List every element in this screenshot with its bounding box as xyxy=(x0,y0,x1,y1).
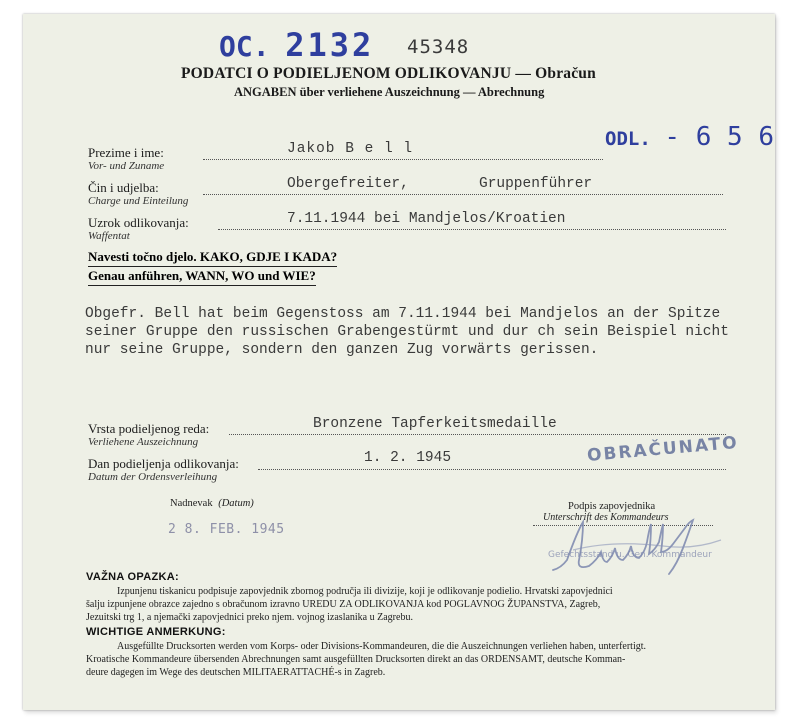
name-sublabel: Vor- und Zuname xyxy=(88,160,165,172)
award-date-label: Dan podieljenja odlikovanja: xyxy=(88,456,239,471)
de-note-line-1: Ausgefüllte Drucksorten werden vom Korps- oder Divisions-Kommandeuren, die die Auszeichnungen verliehen haben, unterfertigt. xyxy=(117,641,647,652)
description-line-2: seiner Gruppe den russischen Grabengestürmt und dur ch sein Beispiel nicht xyxy=(85,324,729,340)
award-form-card xyxy=(23,14,775,710)
reason-value: 7.11.1944 bei Mandjelos/Kroatien xyxy=(287,211,566,227)
award-type-sublabel: Verliehene Auszeichnung xyxy=(88,436,199,448)
hr-note-line-3: Jezuitski trg 1, a njemački zapovjednici preko njem. vojnog izaslanika u Zagrebu. xyxy=(86,612,413,623)
name-line xyxy=(203,159,603,160)
hr-note-line-2: šalju izpunjene obrazce zajedno s obračunom izravno UREDU ZA ODLIKOVANJA kod POGLAVNOG ŽUPANSTVA, Zagreb, xyxy=(86,599,601,610)
signature-stamp-text: Gefechtsstand u. Gen. Kommandeur xyxy=(548,550,712,560)
odl-prefix: ODL. xyxy=(605,128,651,150)
form-title: PODATCI O PODIELJENOM ODLIKOVANJU — Obračun xyxy=(181,65,596,82)
file-number-stamp xyxy=(219,26,374,64)
date-label-text: Nadnevak xyxy=(170,498,213,509)
rank-value-2: Gruppenführer xyxy=(479,176,593,192)
handwritten-signature xyxy=(543,510,743,580)
date-sublabel-text: (Datum) xyxy=(218,498,254,509)
signature-sublabel: Unterschrift des Kommandeurs xyxy=(543,512,669,523)
name-label: Prezime i ime: xyxy=(88,145,164,160)
award-type-line xyxy=(229,434,726,435)
rank-value-1: Obergefreiter, xyxy=(287,176,409,192)
stamp-number: 2132 xyxy=(285,26,375,64)
reason-label: Uzrok odlikovanja: xyxy=(88,215,189,230)
de-note-line-3: deure dagegen im Wege des deutschen MILITAERATTACHÉ-s in Zagreb. xyxy=(86,667,386,678)
second-number-stamp: 45348 xyxy=(407,36,470,58)
award-date-value: 1. 2. 1945 xyxy=(364,450,452,466)
reason-line xyxy=(218,229,726,230)
award-type-label: Vrsta podieljenog reda: xyxy=(88,421,210,436)
reason-sublabel: Waffentat xyxy=(88,230,130,242)
award-date-line xyxy=(258,469,726,470)
obracunato-stamp: OBRAČUNATO xyxy=(586,432,740,466)
signature-label: Podpis zapovjednika xyxy=(568,501,656,512)
odl-stamp xyxy=(605,122,774,152)
rank-line xyxy=(203,194,723,195)
question-line-2: Genau anführen, WANN, WO und WIE? xyxy=(88,268,316,286)
description-line-3: nur seine Gruppe, sondern den ganzen Zug vorwärts gerissen. xyxy=(85,342,599,358)
de-note-title: WICHTIGE ANMERKUNG: xyxy=(86,626,226,638)
question-line-1: Navesti točno djelo. KAKO, GDJE I KADA? xyxy=(88,249,337,267)
rank-label: Čin i udjelba: xyxy=(88,180,159,195)
award-date-sublabel: Datum der Ordensverleihung xyxy=(88,471,218,483)
form-subtitle: ANGABEN über verliehene Auszeichnung — Abrechnung xyxy=(234,85,545,99)
description-line-1: Obgefr. Bell hat beim Gegenstoss am 7.11.1944 bei Mandjelos an der Spitze xyxy=(85,306,721,322)
date-stamp: 2 8. FEB. 1945 xyxy=(168,522,285,537)
date-label xyxy=(170,498,254,509)
name-value: Jakob B e l l xyxy=(287,141,414,157)
odl-value: - 6 5 6 xyxy=(664,122,774,152)
stamp-prefix: OC. xyxy=(219,30,270,63)
de-note-line-2: Kroatische Kommandeure übersenden Abrechnungen samt ausgefüllten Drucksorten direkt an das ORDENSAMT, deutsche Komman- xyxy=(86,654,626,665)
rank-sublabel: Charge und Einteilung xyxy=(88,195,189,207)
hr-note-title: VAŽNA OPAZKA: xyxy=(86,571,179,583)
award-type-value: Bronzene Tapferkeitsmedaille xyxy=(313,416,557,432)
hr-note-line-1: Izpunjenu tiskanicu podpisuje zapovjednik zbornog područja ili divizije, koji je odlikovanje podielio. Hrvatski zapovjednici xyxy=(117,586,613,597)
